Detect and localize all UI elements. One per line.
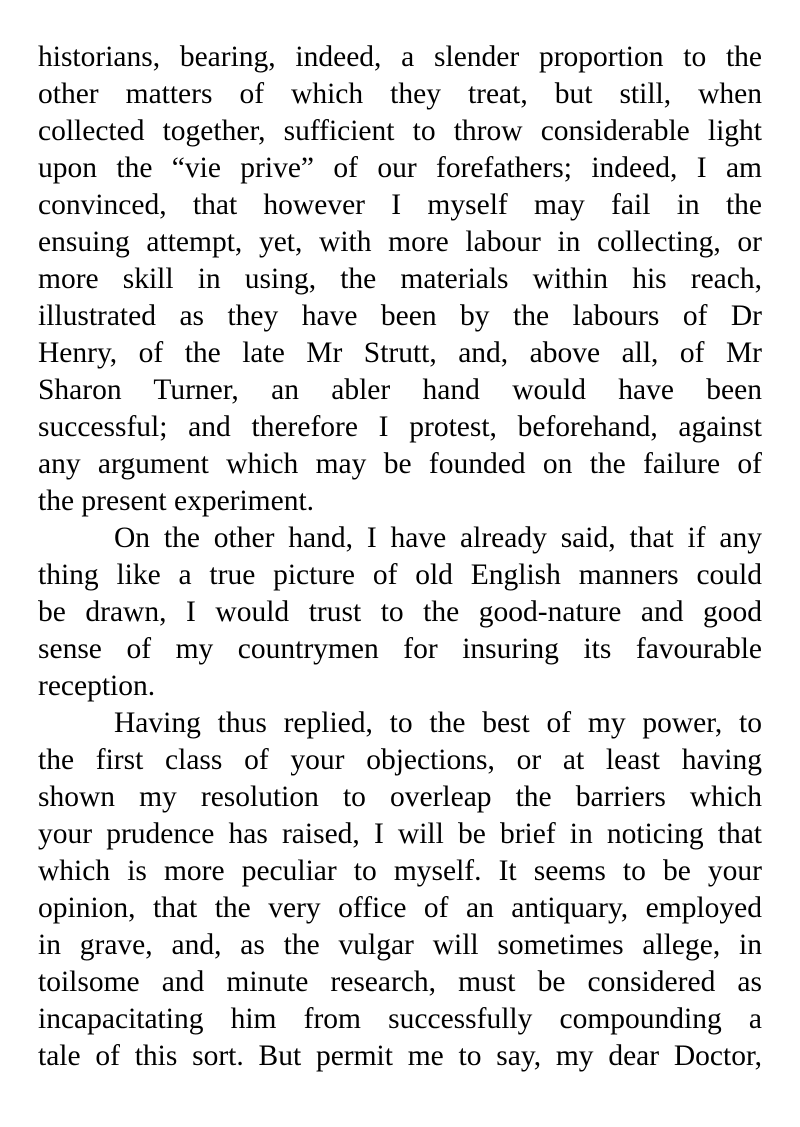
text-line: ensuing attempt, yet, with more labour in collecting, or — [38, 226, 762, 258]
paragraph — [38, 39, 762, 520]
text-line: thing like a true picture of old English manners could — [38, 559, 762, 591]
text-line: Having thus replied, to the best of my power, to — [114, 707, 762, 739]
text-line: the first class of your objections, or at least having — [38, 744, 762, 776]
text-line: tale of this sort. But permit me to say, my dear Doctor, — [38, 1040, 762, 1072]
text-line: the present experiment. — [38, 485, 315, 517]
text-line: upon the “vie prive” of our forefathers; indeed, I am — [38, 152, 762, 184]
text-line: incapacitating him from successfully compounding a — [38, 1003, 762, 1035]
paragraph — [38, 520, 762, 705]
text-line: sense of my countrymen for insuring its favourable — [38, 633, 762, 665]
text-line: historians, bearing, indeed, a slender proportion to the — [38, 41, 762, 73]
text-line: in grave, and, as the vulgar will sometimes allege, in — [38, 929, 762, 961]
text-line: reception. — [38, 670, 156, 702]
text-line: convinced, that however I myself may fail in the — [38, 189, 762, 221]
text-line: collected together, sufficient to throw considerable light — [38, 115, 762, 147]
text-line: which is more peculiar to myself. It seems to be your — [38, 855, 762, 887]
text-line: Sharon Turner, an abler hand would have been — [38, 374, 762, 406]
text-line: other matters of which they treat, but still, when — [38, 78, 762, 110]
text-line: opinion, that the very office of an antiquary, employed — [38, 892, 762, 924]
text-line: illustrated as they have been by the labours of Dr — [38, 300, 762, 332]
text-line: any argument which may be founded on the failure of — [38, 448, 762, 480]
text-line: Henry, of the late Mr Strutt, and, above all, of Mr — [38, 337, 762, 369]
text-line: toilsome and minute research, must be considered as — [38, 966, 762, 998]
text-line: your prudence has raised, I will be brief in noticing that — [38, 818, 762, 850]
text-line: On the other hand, I have already said, that if any — [114, 522, 762, 554]
page-body — [38, 39, 762, 1075]
text-line: be drawn, I would trust to the good-nature and good — [38, 596, 762, 628]
text-line: successful; and therefore I protest, beforehand, against — [38, 411, 762, 443]
paragraph — [38, 705, 762, 1075]
text-line: more skill in using, the materials within his reach, — [38, 263, 762, 295]
text-line: shown my resolution to overleap the barriers which — [38, 781, 762, 813]
